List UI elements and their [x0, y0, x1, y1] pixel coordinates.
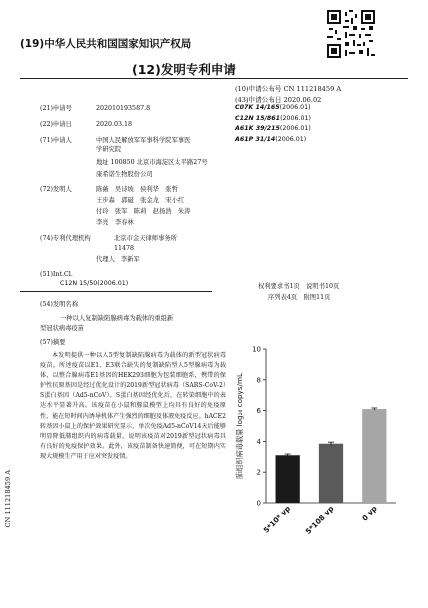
qr-code-icon	[327, 10, 375, 58]
application-number: 202010193587.8	[96, 105, 151, 112]
abstract-label: (57)摘要	[40, 339, 66, 346]
document-type: (12)发明专利申请	[132, 62, 236, 77]
side-publication-number: CN 111218459 A	[4, 470, 12, 528]
ipc-item: A61P 31/14(2006.01)	[235, 135, 307, 143]
y-tick-label: 0	[256, 499, 261, 508]
int-cl-first: C12N 15/50(2006.01)	[60, 280, 129, 287]
publication-number: (10)申请公布号 CN 111218459 A	[235, 85, 342, 93]
applicant-2: 康希诺生物股份公司	[96, 171, 153, 178]
ipc-item: C07K 14/165(2006.01)	[235, 104, 311, 111]
issuing-office: (19)中华人民共和国国家知识产权局	[20, 38, 192, 50]
invention-title-line-2: 型冠状病毒疫苗	[40, 325, 85, 332]
inventor-line-2: 王步森 郭磁 张金龙 宋小红	[96, 197, 185, 204]
viral-load-chart	[230, 335, 410, 585]
inventor-label: (72)发明人	[40, 186, 72, 193]
x-tick-label: 0 vp	[360, 504, 379, 523]
bar	[276, 455, 300, 503]
application-number-label: (21)申请号	[40, 105, 72, 112]
agency-code: 11478	[114, 245, 135, 252]
filing-date-label: (22)申请日	[40, 121, 72, 128]
int-cl-label: (51)Int.Cl.	[40, 271, 73, 278]
agent-row	[96, 255, 140, 264]
sequence-pages-info: 序列表4页 附图11页	[268, 294, 331, 301]
header-divider	[20, 78, 408, 79]
y-tick-label: 6	[256, 407, 261, 416]
bar	[319, 444, 343, 503]
applicant-address: 地址 100850 北京市海淀区太平路27号	[96, 159, 208, 166]
inventor-line-1: 陈薇 吴诗坡 侯利华 张哲	[96, 186, 178, 193]
inventor-line-3: 付玲 张军 陈莉 赵扬浩 朱涛	[96, 208, 191, 215]
y-tick-label: 10	[252, 345, 261, 354]
y-tick-label: 2	[256, 468, 261, 477]
title-label: (54)发明名称	[40, 301, 79, 308]
agent-name: 李新军	[120, 256, 140, 263]
agency-label: (74)专利代理机构	[40, 235, 91, 242]
inventor-line-4: 李亮 李春林	[96, 219, 134, 226]
filing-date-row	[40, 120, 133, 129]
filing-date: 2020.03.18	[96, 121, 133, 128]
y-tick-label: 8	[256, 376, 261, 385]
abstract-body	[40, 351, 226, 462]
biblio-divider	[20, 291, 212, 292]
bar	[362, 409, 386, 503]
x-tick-label: 5*108 vp	[303, 504, 336, 536]
invention-title-line-1: 一种以人复制缺陷腺病毒为载体的重组新	[60, 315, 174, 322]
y-axis-label: 肺组织病毒载量 log₁₀ copys/mL	[235, 373, 244, 479]
claims-pages-info: 权利要求书1页 说明书10页	[258, 283, 340, 290]
ipc-list	[235, 104, 311, 146]
agency-name: 北京市金天律师事务所	[114, 235, 177, 242]
applicant-label: (71)申请人	[40, 137, 72, 144]
y-tick-label: 4	[256, 437, 261, 446]
ipc-item: C12N 15/861(2006.01)	[235, 114, 312, 122]
x-tick-label: 5*10⁹ vp	[261, 504, 293, 535]
applicant-1-cont: 学研究院	[96, 146, 122, 153]
abstract-paragraph: 本发明提供一种以人5型复制缺陷腺病毒为载体的新型冠状病毒疫苗。所述疫苗以E1、E3联合缺失的复制缺陷型人5型腺病毒为载体，以整合腺病毒E1基因的HEK293细胞为包装细胞系，携带的保护性抗原基因是经过优化设计的2019新型冠状病毒（SARS-CoV-2）S蛋白基因（Ad5-nCoV）。S蛋白基因经优化后，在转染细胞中的表达水平显著升高。该疫苗在小鼠和豚鼠模型上均具有良好的免疫原性，能在短时间内诱导机体产生强烈的细胞及体液免疫反应。hACE2转基因小鼠上的保护效果研究显示，单次免疫Ad5-nCoV14天后能够明显降低肺组织内的病毒载量，说明该疫苗对2019新型冠状病毒具有良好的免疫保护效果。此外，该疫苗制备快速简便，可在短期内实现大规模生产用于应对突发疫情。	[40, 352, 226, 460]
publication-date: (43)申请公布日 2020.06.02	[235, 96, 322, 104]
agent-label: 代理人	[96, 256, 115, 263]
applicant-1: 中国人民解放军军事科学院军事医	[96, 137, 191, 144]
application-number-row	[40, 104, 151, 113]
ipc-item: A61K 39/215(2006.01)	[235, 125, 311, 132]
